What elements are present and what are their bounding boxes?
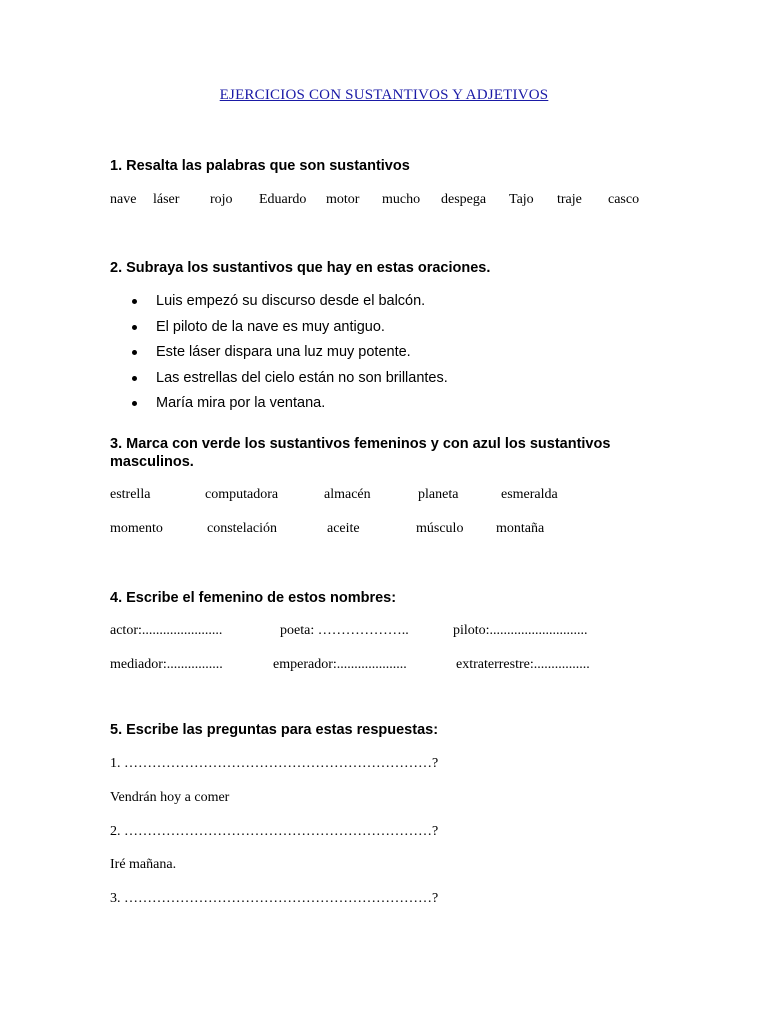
word-almacen: almacén: [324, 487, 371, 502]
answer-2: Iré mañana.: [110, 857, 177, 872]
bullet-icon: [132, 401, 137, 406]
word-eduardo: Eduardo: [259, 192, 307, 207]
section1-heading: 1. Resalta las palabras que son sustantivos: [110, 158, 410, 174]
list-item: [128, 318, 448, 344]
word-musculo: músculo: [416, 521, 464, 536]
list-item: [128, 343, 448, 369]
word-estrella: estrella: [110, 487, 151, 502]
bullet-icon: [132, 376, 137, 381]
word-motor: motor: [326, 192, 360, 207]
bullet-icon: [132, 350, 137, 355]
section3-heading-line1: 3. Marca con verde los sustantivos femeninos y con azul los sustantivos: [110, 436, 611, 452]
word-laser: láser: [153, 192, 180, 207]
word-mucho: mucho: [382, 192, 421, 207]
answer-1: Vendrán hoy a comer: [110, 790, 230, 805]
list-item: [128, 394, 448, 420]
feminine-actor-blank: actor:.......................: [110, 623, 223, 638]
section3-heading-line2: masculinos.: [110, 454, 194, 470]
question-2-blank: 2. …………………………………………………………?: [110, 824, 439, 839]
feminine-mediador-blank: mediador:................: [110, 657, 223, 672]
list-item: [128, 292, 448, 318]
question-1-blank: 1. …………………………………………………………?: [110, 756, 439, 771]
word-momento: momento: [110, 521, 163, 536]
bullet-icon: [132, 299, 137, 304]
sentence-text: Las estrellas del cielo están no son brillantes.: [156, 369, 448, 386]
sentence-text: Este láser dispara una luz muy potente.: [156, 344, 411, 360]
feminine-extraterrestre-blank: extraterrestre:................: [456, 657, 590, 672]
document-title: EJERCICIOS CON SUSTANTIVOS Y ADJETIVOS: [219, 87, 549, 103]
word-constelacion: constelación: [207, 521, 277, 536]
word-traje: traje: [557, 192, 582, 207]
word-montana: montaña: [496, 521, 545, 536]
section3-heading: [110, 435, 670, 471]
sentence-text: El piloto de la nave es muy antiguo.: [156, 318, 385, 335]
section5-heading: 5. Escribe las preguntas para estas respuestas:: [110, 722, 439, 738]
sentence-list: [128, 292, 448, 420]
feminine-piloto-blank: piloto:............................: [453, 623, 588, 638]
word-planeta: planeta: [418, 487, 459, 502]
word-nave: nave: [110, 192, 137, 207]
section4-heading: 4. Escribe el femenino de estos nombres:: [110, 590, 397, 606]
sentence-text: María mira por la ventana.: [156, 395, 326, 411]
section2-heading: 2. Subraya los sustantivos que hay en estas oraciones.: [110, 260, 491, 276]
word-esmeralda: esmeralda: [501, 487, 558, 502]
word-computadora: computadora: [205, 487, 279, 502]
word-casco: casco: [608, 192, 640, 207]
word-despega: despega: [441, 192, 487, 207]
word-tajo: Tajo: [509, 192, 534, 207]
question-3-blank: 3. …………………………………………………………?: [110, 891, 439, 906]
bullet-icon: [132, 325, 137, 330]
feminine-emperador-blank: emperador:....................: [273, 657, 407, 672]
feminine-poeta-blank: poeta: ………………..: [280, 623, 409, 638]
word-aceite: aceite: [327, 521, 360, 536]
word-rojo: rojo: [210, 192, 233, 207]
list-item: [128, 369, 448, 395]
sentence-text: Luis empezó su discurso desde el balcón.: [156, 293, 426, 309]
